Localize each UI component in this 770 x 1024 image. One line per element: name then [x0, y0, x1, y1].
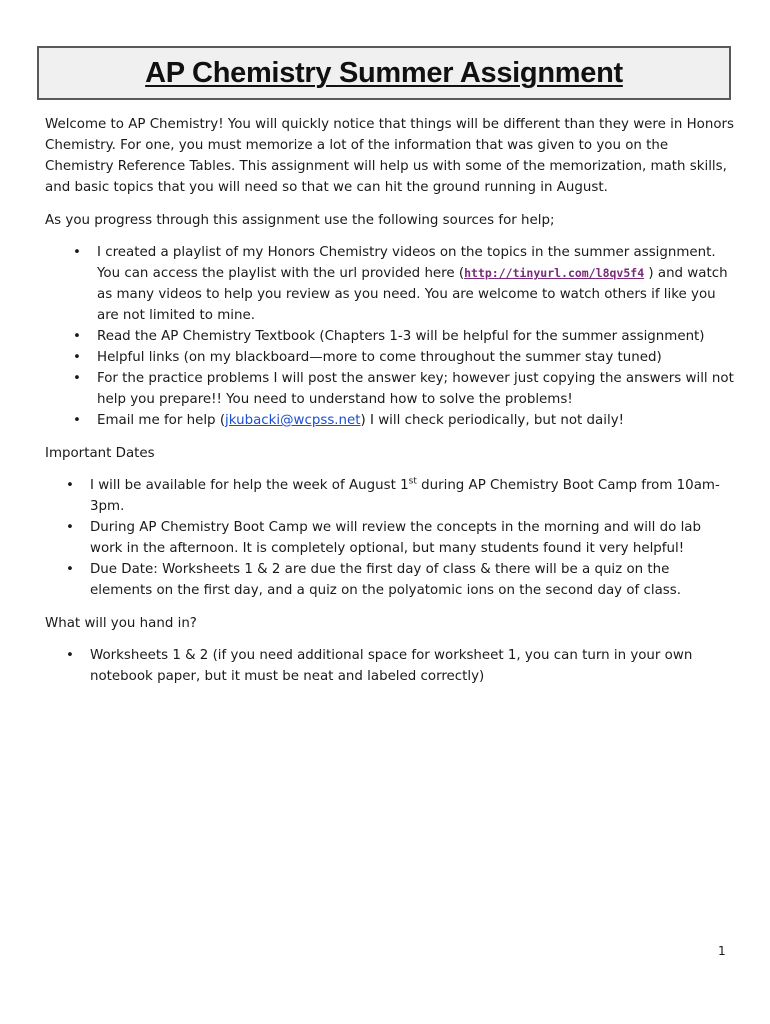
list-item: • Helpful links (on my blackboard—more to come throughout the summer stay tuned)	[45, 347, 735, 368]
handin-list	[45, 645, 735, 687]
sources-intro: As you progress through this assignment use the following sources for help;	[45, 213, 555, 228]
title-box	[37, 46, 731, 100]
list-item: • I created a playlist of my Honors Chemistry videos on the topics in the summer assignment. You can access the playlist with the url provided here (http://tinyurl.com/l8qv5f4 ) and watch as many videos to help you review as you need. You are welcome to watch others if like you are not limited to mine.	[45, 242, 735, 326]
page-number: 1	[718, 944, 726, 958]
bullet-icon: •	[73, 350, 81, 365]
bullet-icon: •	[73, 245, 81, 260]
dates-heading: Important Dates	[45, 446, 155, 461]
page-title: AP Chemistry Summer Assignment	[145, 56, 623, 89]
bullet-icon: •	[73, 371, 81, 386]
sources-list	[45, 242, 735, 431]
bullet-icon: •	[73, 413, 81, 428]
bullet-icon: •	[66, 478, 74, 493]
bullet-icon: •	[66, 562, 74, 577]
bullet-icon: •	[73, 329, 81, 344]
document-body	[45, 114, 735, 699]
playlist-link[interactable]: http://tinyurl.com/l8qv5f4	[464, 266, 645, 280]
list-item: • Read the AP Chemistry Textbook (Chapters 1-3 will be helpful for the summer assignment)	[45, 326, 735, 347]
bullet-icon: •	[66, 648, 74, 663]
bullet-icon: •	[66, 520, 74, 535]
intro-paragraph: Welcome to AP Chemistry! You will quickly notice that things will be different than they were in Honors Chemistry. For one, you must memorize a lot of the information that was given to you on the Chemistry Reference Tables. This assignment will help us with some of the memorization, math skills, and basic topics that you will need so that we can hit the ground running in August.	[45, 117, 735, 195]
list-item: • Due Date: Worksheets 1 & 2 are due the first day of class & there will be a quiz on the elements on the first day, and a quiz on the polyatomic ions on the second day of class.	[45, 559, 735, 601]
list-item: • Email me for help (jkubacki@wcpss.net) I will check periodically, but not daily!	[45, 410, 735, 431]
list-item: • Worksheets 1 & 2 (if you need additional space for worksheet 1, you can turn in your own notebook paper, but it must be neat and labeled correctly)	[45, 645, 735, 687]
handin-heading: What will you hand in?	[45, 616, 197, 631]
list-item: • During AP Chemistry Boot Camp we will review the concepts in the morning and will do lab work in the afternoon. It is completely optional, but many students found it very helpful!	[45, 517, 735, 559]
list-item: • I will be available for help the week of August 1st during AP Chemistry Boot Camp from 10am-3pm.	[66, 476, 720, 514]
email-link[interactable]: jkubacki@wcpss.net	[225, 413, 361, 428]
list-item: • For the practice problems I will post the answer key; however just copying the answers will not help you prepare!! You need to understand how to solve the problems!	[45, 368, 735, 410]
dates-list	[45, 475, 735, 601]
